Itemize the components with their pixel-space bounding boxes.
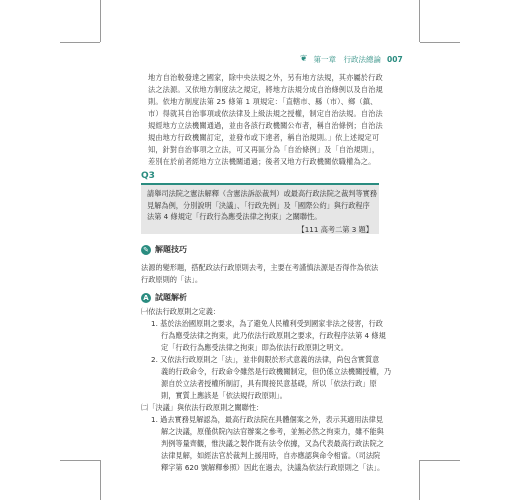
crop-mark [100,0,101,42]
analysis-line: 定「行政行為應受法律之拘束」即為依法行政原則之明文。 [161,343,348,352]
analysis-line: 行為應受法律之拘束，此乃依法行政原則之要求，行政程序法第 4 條規 [161,331,386,340]
analysis-body [141,306,391,474]
question-box [141,185,379,234]
question-line: 請舉司法院之憲法解釋（含憲法訴訟裁判）或最高行政法院之裁判等實務 [147,189,378,198]
text-line: 差別在於前者經地方立法機關通過；後者又地方行政機關依職權為之。 [148,157,376,166]
tips-heading [141,244,187,255]
analysis-heading [141,292,187,303]
analysis-line: 義的行政命令，行政命令雖然是行政機關制定，但仍係立法機關授權，乃 [161,367,392,376]
page-number: 007 [387,54,403,64]
crop-mark [60,460,100,461]
analysis-line: 法律見解，如經法官於裁判上援用時，自亦應認與命令相當。（司法院 [161,451,381,460]
question-source: 【111 高考二第 3 題】 [297,224,373,234]
analysis-line: 源自於立法者授權所制訂，具有間接民意基礎，所以「依法行政」原 [161,379,377,388]
analysis-line: 2. 又依法行政原則之「法」，並非侷限於形式意義的法律，尚包含實質意 [151,355,380,364]
leaf-ornament-icon: ❦ [300,54,308,64]
chapter-title: 第一章 行政法總論 [313,54,382,64]
crop-mark [419,0,420,42]
question-line: 見解為例，分別說明「決議」、「行政先例」及「國際公約」與行政程序 [147,200,370,210]
crop-mark [419,460,420,500]
lightbulb-icon: ✎ [141,245,151,255]
analysis-line: ㈠依法行政原則之定義： [141,307,221,316]
text-line: 法之法源。又依地方制度法之規定，將地方法規分成自治條例以及自治規 [148,85,383,94]
tips-paragraph [141,262,378,286]
crop-mark [60,42,100,43]
text-line: 規由地方行政機關訂定，並發布或下達者，稱自治規則。」依上述規定可 [148,133,380,142]
letter-a-icon: A [141,293,151,303]
crop-mark [420,42,460,43]
text-line: 市）得就其自治事項或依法律及上級法規之授權，制定自治法規。自治法 [148,109,383,118]
tips-heading-label: 解題技巧 [155,245,187,254]
analysis-line: 則，實質上應該是「依法規行政原則」。 [161,391,287,400]
intro-paragraph [148,72,383,168]
crop-mark [420,460,460,461]
analysis-heading-label: 試題解析 [155,293,187,302]
analysis-line: ㈡「決議」與依法行政原則之關聯性： [141,403,264,412]
running-header [300,52,470,66]
text-line: 知，針對自治事項之立法，可又再區分為「自治條例」及「自治規則」， [148,145,380,154]
analysis-line: 判例等量齊觀，惟決議之製作既有法令依據，又為代表最高行政法院之 [161,439,384,448]
question-label: Q3 [141,171,379,185]
question-line: 法第 4 條規定「行政行為應受法律之拘束」之關聯性。 [147,212,322,221]
crop-mark [100,460,101,500]
text-line: 則。依地方制度法第 25 條第 1 項規定：「直轄市、縣（市）、鄉（鎮、 [148,97,378,106]
text-line: 規經地方立法機關通過，並由各該行政機關公布者，稱自治條例；自治法 [148,121,383,130]
text-line: 法源的變形題，搭配政法行政原則去考，主要在考謹慎法源是否得作為依法 [141,263,379,272]
text-line: 地方自治較發達之國家，除中央法規之外，另有地方法規，其亦屬於行政 [148,73,383,82]
analysis-line: 解之決議，原僅供院內法官辦案之參考，並無必然之拘束力，雖不能與 [161,427,384,436]
analysis-line: 釋字第 620 號解釋參照）因此在過去，決議為依法行政原則之「法」。 [161,463,385,472]
analysis-line: 1. 過去實務見解認為，最高行政法院在具體個案之外，表示其適用法律見 [151,415,383,424]
analysis-line: 1. 基於法治國原則之要求，為了避免人民權利受到國家非法之侵害，行政 [151,319,383,328]
text-line: 行政原則的「法」。 [141,275,203,284]
